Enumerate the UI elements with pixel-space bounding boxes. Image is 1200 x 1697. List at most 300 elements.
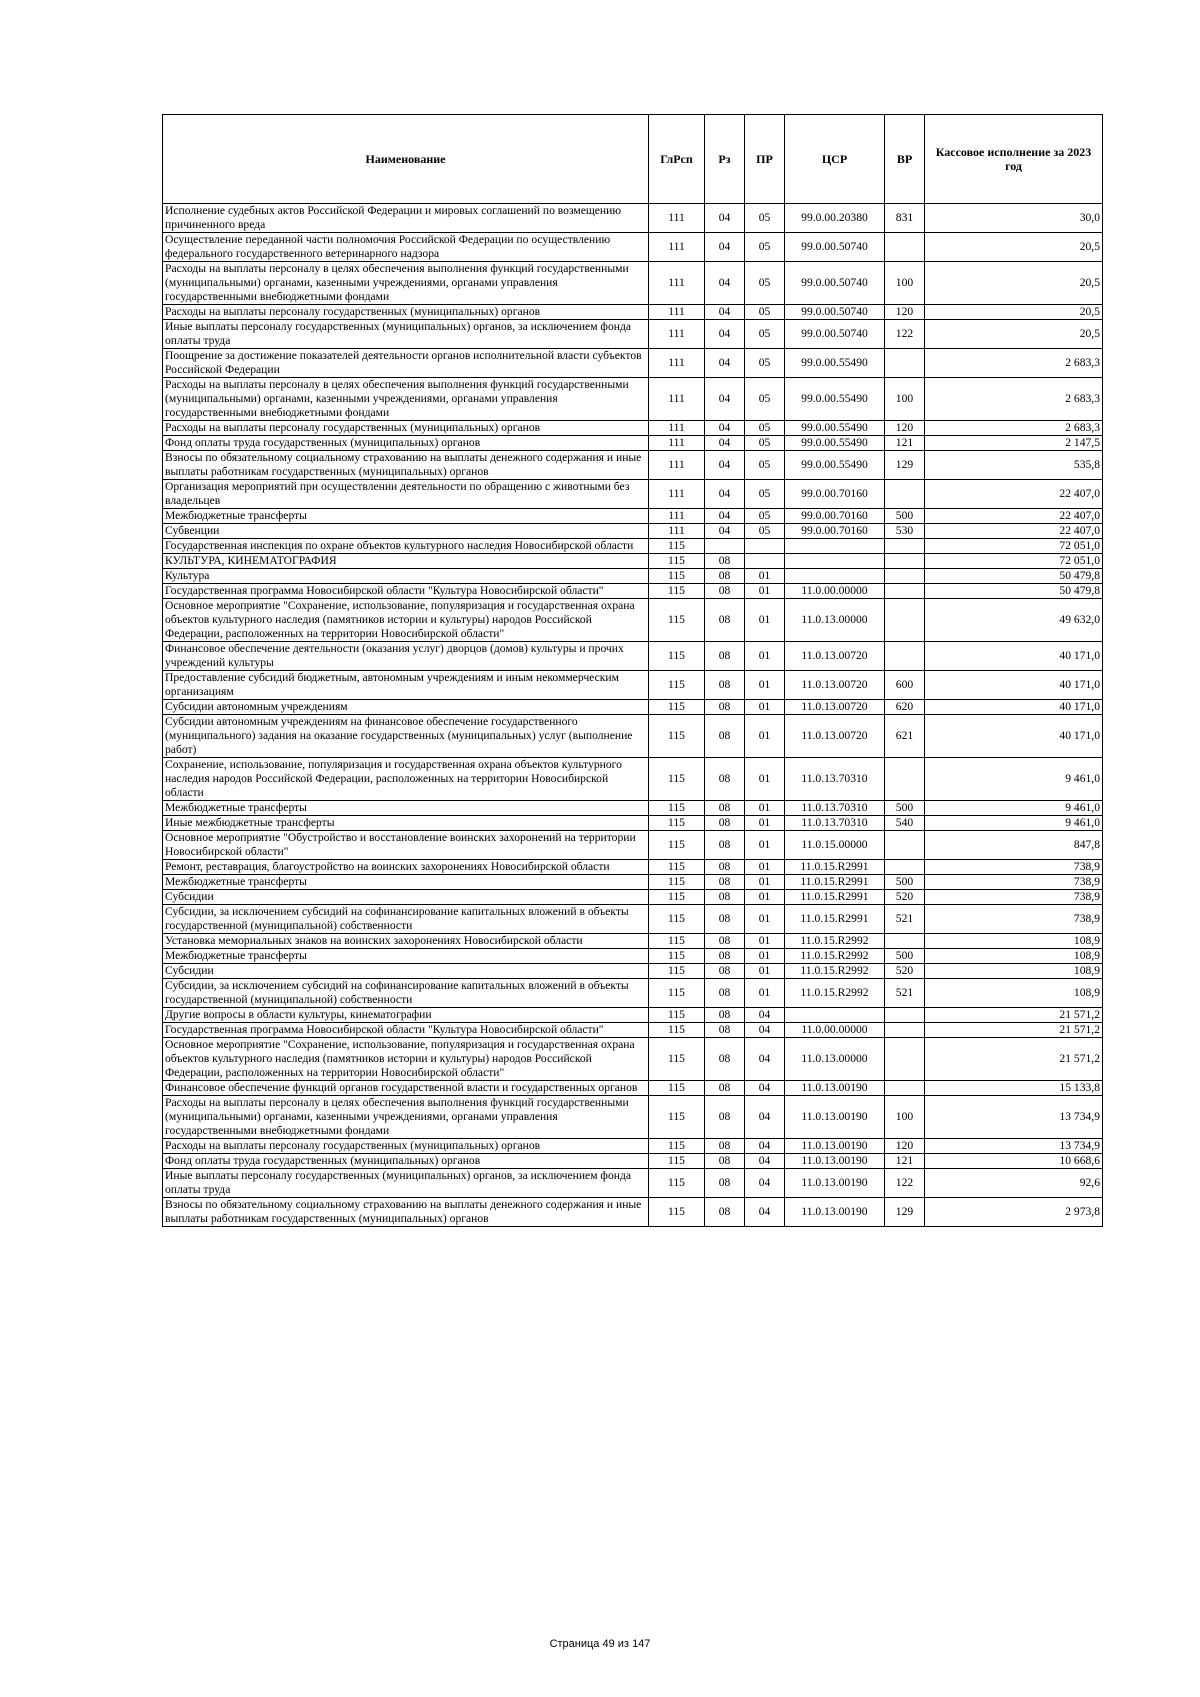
cell-amount: 40 171,0 xyxy=(925,700,1103,715)
cell-rz: 08 xyxy=(705,1169,745,1198)
cell-name: Расходы на выплаты персоналу в целях обеспечения выполнения функций государственными (муниципальными) органами, казенными учреждениями, органами управления государственными внебюджетными фондами xyxy=(163,262,649,305)
cell-amount: 20,5 xyxy=(925,320,1103,349)
cell-amount: 72 051,0 xyxy=(925,554,1103,569)
cell-vr: 831 xyxy=(885,204,925,233)
cell-rz: 08 xyxy=(705,934,745,949)
cell-name: КУЛЬТУРА, КИНЕМАТОГРАФИЯ xyxy=(163,554,649,569)
cell-vr: 100 xyxy=(885,378,925,421)
cell-pr xyxy=(745,554,785,569)
page-number: 49 xyxy=(602,1638,615,1650)
table-row xyxy=(163,934,1103,949)
cell-glrsp: 115 xyxy=(649,1081,705,1096)
header-vr: ВР xyxy=(885,115,925,204)
cell-rz: 08 xyxy=(705,1038,745,1081)
cell-csr: 99.0.00.20380 xyxy=(785,204,885,233)
cell-csr: 11.0.15.R2992 xyxy=(785,949,885,964)
cell-amount: 108,9 xyxy=(925,934,1103,949)
table-row xyxy=(163,421,1103,436)
cell-csr: 11.0.13.00190 xyxy=(785,1096,885,1139)
table-row xyxy=(163,890,1103,905)
cell-pr: 04 xyxy=(745,1198,785,1227)
cell-glrsp: 115 xyxy=(649,875,705,890)
cell-vr: 100 xyxy=(885,262,925,305)
table-row xyxy=(163,233,1103,262)
cell-glrsp: 111 xyxy=(649,421,705,436)
cell-pr: 05 xyxy=(745,524,785,539)
cell-csr: 11.0.13.70310 xyxy=(785,801,885,816)
cell-amount: 738,9 xyxy=(925,905,1103,934)
cell-rz: 08 xyxy=(705,801,745,816)
cell-rz: 04 xyxy=(705,204,745,233)
cell-glrsp: 115 xyxy=(649,1154,705,1169)
cell-vr: 530 xyxy=(885,524,925,539)
cell-pr: 04 xyxy=(745,1096,785,1139)
table-body xyxy=(163,204,1103,1227)
page-label: Страница xyxy=(549,1638,600,1650)
cell-csr: 11.0.13.00190 xyxy=(785,1081,885,1096)
cell-pr: 05 xyxy=(745,349,785,378)
cell-amount: 108,9 xyxy=(925,964,1103,979)
cell-amount: 22 407,0 xyxy=(925,524,1103,539)
cell-glrsp: 115 xyxy=(649,599,705,642)
cell-name: Культура xyxy=(163,569,649,584)
cell-amount: 21 571,2 xyxy=(925,1038,1103,1081)
cell-amount: 15 133,8 xyxy=(925,1081,1103,1096)
cell-csr: 99.0.00.50740 xyxy=(785,320,885,349)
cell-glrsp: 111 xyxy=(649,204,705,233)
cell-glrsp: 115 xyxy=(649,569,705,584)
header-rz: Рз xyxy=(705,115,745,204)
cell-name: Установка мемориальных знаков на воинских захоронениях Новосибирской области xyxy=(163,934,649,949)
cell-pr: 01 xyxy=(745,715,785,758)
cell-rz: 04 xyxy=(705,480,745,509)
cell-amount: 20,5 xyxy=(925,262,1103,305)
cell-pr: 05 xyxy=(745,451,785,480)
cell-rz: 08 xyxy=(705,1081,745,1096)
cell-amount: 9 461,0 xyxy=(925,758,1103,801)
cell-vr: 120 xyxy=(885,305,925,320)
cell-name: Расходы на выплаты персоналу государственных (муниципальных) органов xyxy=(163,305,649,320)
table-row xyxy=(163,801,1103,816)
cell-rz: 08 xyxy=(705,816,745,831)
cell-glrsp: 111 xyxy=(649,436,705,451)
cell-pr: 01 xyxy=(745,584,785,599)
cell-name: Предоставление субсидий бюджетным, автономным учреждениям и иным некоммерческим организациям xyxy=(163,671,649,700)
cell-glrsp: 115 xyxy=(649,700,705,715)
cell-csr: 11.0.15.00000 xyxy=(785,831,885,860)
table-row xyxy=(163,831,1103,860)
cell-pr: 05 xyxy=(745,480,785,509)
cell-name: Расходы на выплаты персоналу в целях обеспечения выполнения функций государственными (муниципальными) органами, казенными учреждениями, органами управления государственными внебюджетными фондами xyxy=(163,378,649,421)
table-row xyxy=(163,816,1103,831)
cell-glrsp: 115 xyxy=(649,584,705,599)
cell-name: Осуществление переданной части полномочия Российской Федерации по осуществлению федерального государственного ветеринарного надзора xyxy=(163,233,649,262)
cell-vr xyxy=(885,831,925,860)
table-row xyxy=(163,320,1103,349)
cell-glrsp: 115 xyxy=(649,642,705,671)
cell-pr: 05 xyxy=(745,233,785,262)
cell-name: Субвенции xyxy=(163,524,649,539)
cell-pr: 05 xyxy=(745,509,785,524)
table-row xyxy=(163,1169,1103,1198)
cell-glrsp: 115 xyxy=(649,964,705,979)
cell-csr: 99.0.00.55490 xyxy=(785,421,885,436)
cell-amount: 2 683,3 xyxy=(925,421,1103,436)
cell-csr: 11.0.13.00720 xyxy=(785,715,885,758)
cell-rz: 08 xyxy=(705,584,745,599)
cell-vr: 129 xyxy=(885,1198,925,1227)
table-row xyxy=(163,262,1103,305)
cell-amount: 13 734,9 xyxy=(925,1139,1103,1154)
cell-csr: 99.0.00.70160 xyxy=(785,480,885,509)
cell-csr: 11.0.13.00000 xyxy=(785,1038,885,1081)
cell-rz: 08 xyxy=(705,642,745,671)
table-row xyxy=(163,569,1103,584)
cell-name: Финансовое обеспечение деятельности (оказания услуг) дворцов (домов) культуры и прочих учреждений культуры xyxy=(163,642,649,671)
table-row xyxy=(163,1023,1103,1038)
cell-csr xyxy=(785,569,885,584)
cell-amount: 49 632,0 xyxy=(925,599,1103,642)
cell-amount: 2 147,5 xyxy=(925,436,1103,451)
cell-pr: 04 xyxy=(745,1023,785,1038)
cell-amount: 20,5 xyxy=(925,233,1103,262)
cell-pr: 01 xyxy=(745,831,785,860)
cell-name: Фонд оплаты труда государственных (муниципальных) органов xyxy=(163,436,649,451)
cell-csr: 99.0.00.50740 xyxy=(785,262,885,305)
cell-name: Иные выплаты персоналу государственных (муниципальных) органов, за исключением фонда оплаты труда xyxy=(163,1169,649,1198)
cell-name: Другие вопросы в области культуры, кинематографии xyxy=(163,1008,649,1023)
cell-csr xyxy=(785,539,885,554)
cell-name: Расходы на выплаты персоналу государственных (муниципальных) органов xyxy=(163,1139,649,1154)
cell-amount: 40 171,0 xyxy=(925,642,1103,671)
cell-pr: 01 xyxy=(745,816,785,831)
cell-vr: 540 xyxy=(885,816,925,831)
table-row xyxy=(163,451,1103,480)
cell-amount: 20,5 xyxy=(925,305,1103,320)
cell-vr: 600 xyxy=(885,671,925,700)
cell-name: Основное мероприятие "Сохранение, использование, популяризация и государственная охрана объектов культурного наследия (памятников истории и культуры) народов Российской Федерации, расположенных на территории Новосибирской области" xyxy=(163,599,649,642)
table-row xyxy=(163,436,1103,451)
cell-amount: 738,9 xyxy=(925,860,1103,875)
cell-rz: 08 xyxy=(705,1139,745,1154)
cell-glrsp: 111 xyxy=(649,524,705,539)
cell-vr: 122 xyxy=(885,320,925,349)
cell-pr: 04 xyxy=(745,1081,785,1096)
table-row xyxy=(163,1198,1103,1227)
cell-vr xyxy=(885,1081,925,1096)
cell-glrsp: 115 xyxy=(649,905,705,934)
cell-amount: 535,8 xyxy=(925,451,1103,480)
cell-vr: 121 xyxy=(885,1154,925,1169)
cell-amount: 92,6 xyxy=(925,1169,1103,1198)
header-glrsp: ГлРсп xyxy=(649,115,705,204)
cell-glrsp: 115 xyxy=(649,860,705,875)
cell-amount: 108,9 xyxy=(925,979,1103,1008)
cell-name: Межбюджетные трансферты xyxy=(163,949,649,964)
cell-rz: 08 xyxy=(705,758,745,801)
cell-rz: 08 xyxy=(705,860,745,875)
cell-amount: 30,0 xyxy=(925,204,1103,233)
cell-rz: 08 xyxy=(705,1008,745,1023)
table-row xyxy=(163,1096,1103,1139)
table-row xyxy=(163,204,1103,233)
cell-amount: 22 407,0 xyxy=(925,509,1103,524)
cell-rz: 08 xyxy=(705,569,745,584)
cell-csr: 11.0.15.R2991 xyxy=(785,890,885,905)
cell-name: Государственная программа Новосибирской области "Культура Новосибирской области" xyxy=(163,1023,649,1038)
cell-glrsp: 115 xyxy=(649,934,705,949)
cell-amount: 22 407,0 xyxy=(925,480,1103,509)
cell-vr xyxy=(885,584,925,599)
cell-name: Поощрение за достижение показателей деятельности органов исполнительной власти субъектов Российской Федерации xyxy=(163,349,649,378)
cell-csr: 11.0.13.00190 xyxy=(785,1139,885,1154)
cell-vr xyxy=(885,233,925,262)
cell-name: Основное мероприятие "Обустройство и восстановление воинских захоронений на территории Новосибирской области" xyxy=(163,831,649,860)
cell-pr: 01 xyxy=(745,599,785,642)
cell-pr: 01 xyxy=(745,569,785,584)
table-row xyxy=(163,964,1103,979)
cell-pr: 01 xyxy=(745,860,785,875)
cell-pr: 05 xyxy=(745,320,785,349)
cell-glrsp: 111 xyxy=(649,305,705,320)
cell-csr: 11.0.13.00190 xyxy=(785,1154,885,1169)
cell-vr xyxy=(885,599,925,642)
cell-pr: 05 xyxy=(745,436,785,451)
cell-pr: 05 xyxy=(745,204,785,233)
cell-vr: 500 xyxy=(885,801,925,816)
cell-glrsp: 111 xyxy=(649,262,705,305)
cell-glrsp: 115 xyxy=(649,816,705,831)
cell-csr: 11.0.15.R2991 xyxy=(785,875,885,890)
cell-vr xyxy=(885,758,925,801)
cell-rz: 04 xyxy=(705,320,745,349)
cell-rz: 04 xyxy=(705,378,745,421)
table-row xyxy=(163,949,1103,964)
cell-rz: 08 xyxy=(705,979,745,1008)
cell-amount: 50 479,8 xyxy=(925,584,1103,599)
cell-amount: 21 571,2 xyxy=(925,1023,1103,1038)
cell-pr: 01 xyxy=(745,875,785,890)
cell-amount: 847,8 xyxy=(925,831,1103,860)
cell-glrsp: 111 xyxy=(649,378,705,421)
cell-name: Межбюджетные трансферты xyxy=(163,875,649,890)
cell-pr: 01 xyxy=(745,801,785,816)
cell-rz: 08 xyxy=(705,554,745,569)
cell-name: Государственная программа Новосибирской области "Культура Новосибирской области" xyxy=(163,584,649,599)
cell-vr xyxy=(885,349,925,378)
cell-name: Государственная инспекция по охране объектов культурного наследия Новосибирской области xyxy=(163,539,649,554)
cell-pr: 04 xyxy=(745,1139,785,1154)
cell-glrsp: 111 xyxy=(649,349,705,378)
cell-name: Субсидии, за исключением субсидий на софинансирование капитальных вложений в объекты государственной (муниципальной) собственности xyxy=(163,905,649,934)
cell-glrsp: 111 xyxy=(649,233,705,262)
cell-name: Межбюджетные трансферты xyxy=(163,801,649,816)
header-csr: ЦСР xyxy=(785,115,885,204)
table-row xyxy=(163,1081,1103,1096)
cell-amount: 40 171,0 xyxy=(925,671,1103,700)
cell-rz: 04 xyxy=(705,421,745,436)
cell-glrsp: 111 xyxy=(649,451,705,480)
cell-pr: 04 xyxy=(745,1008,785,1023)
table-row xyxy=(163,378,1103,421)
cell-pr: 04 xyxy=(745,1169,785,1198)
cell-vr xyxy=(885,1038,925,1081)
cell-rz: 08 xyxy=(705,599,745,642)
cell-vr: 620 xyxy=(885,700,925,715)
cell-glrsp: 115 xyxy=(649,1096,705,1139)
cell-csr: 11.0.00.00000 xyxy=(785,584,885,599)
cell-csr: 99.0.00.50740 xyxy=(785,305,885,320)
cell-name: Субсидии, за исключением субсидий на софинансирование капитальных вложений в объекты государственной (муниципальной) собственности xyxy=(163,979,649,1008)
cell-name: Субсидии автономным учреждениям на финансовое обеспечение государственного (муниципального) задания на оказание государственных (муниципальных) услуг (выполнение работ) xyxy=(163,715,649,758)
cell-glrsp: 115 xyxy=(649,1023,705,1038)
table-row xyxy=(163,875,1103,890)
cell-name: Взносы по обязательному социальному страхованию на выплаты денежного содержания и иные выплаты работникам государственных (муниципальных) органов xyxy=(163,451,649,480)
cell-glrsp: 115 xyxy=(649,1008,705,1023)
cell-glrsp: 115 xyxy=(649,890,705,905)
table-row xyxy=(163,305,1103,320)
page-of-label: из xyxy=(617,1638,629,1650)
cell-rz: 08 xyxy=(705,1096,745,1139)
cell-rz: 08 xyxy=(705,1154,745,1169)
cell-name: Организация мероприятий при осуществлении деятельности по обращению с животными без владельцев xyxy=(163,480,649,509)
cell-csr: 11.0.13.00190 xyxy=(785,1198,885,1227)
cell-csr: 99.0.00.50740 xyxy=(785,233,885,262)
cell-name: Иные межбюджетные трансферты xyxy=(163,816,649,831)
budget-execution-table xyxy=(162,114,1103,1227)
table-row xyxy=(163,599,1103,642)
cell-rz: 08 xyxy=(705,1198,745,1227)
cell-pr: 01 xyxy=(745,671,785,700)
cell-vr: 520 xyxy=(885,890,925,905)
cell-rz: 08 xyxy=(705,700,745,715)
cell-name: Исполнение судебных актов Российской Федерации и мировых соглашений по возмещению причиненного вреда xyxy=(163,204,649,233)
cell-amount: 21 571,2 xyxy=(925,1008,1103,1023)
table-row xyxy=(163,671,1103,700)
cell-pr: 01 xyxy=(745,949,785,964)
cell-vr xyxy=(885,1008,925,1023)
cell-csr: 11.0.13.00190 xyxy=(785,1169,885,1198)
cell-rz: 08 xyxy=(705,964,745,979)
cell-csr: 11.0.00.00000 xyxy=(785,1023,885,1038)
cell-vr xyxy=(885,1023,925,1038)
cell-amount: 2 973,8 xyxy=(925,1198,1103,1227)
cell-vr: 520 xyxy=(885,964,925,979)
cell-rz: 04 xyxy=(705,524,745,539)
cell-amount: 10 668,6 xyxy=(925,1154,1103,1169)
cell-amount: 40 171,0 xyxy=(925,715,1103,758)
cell-glrsp: 115 xyxy=(649,1169,705,1198)
cell-vr xyxy=(885,480,925,509)
cell-vr: 500 xyxy=(885,949,925,964)
cell-vr: 121 xyxy=(885,436,925,451)
cell-pr: 01 xyxy=(745,700,785,715)
cell-amount: 108,9 xyxy=(925,949,1103,964)
cell-csr: 11.0.15.R2991 xyxy=(785,905,885,934)
cell-rz: 08 xyxy=(705,1023,745,1038)
cell-vr: 122 xyxy=(885,1169,925,1198)
cell-csr xyxy=(785,554,885,569)
header-pr: ПР xyxy=(745,115,785,204)
cell-vr xyxy=(885,642,925,671)
cell-name: Основное мероприятие "Сохранение, использование, популяризация и государственная охрана объектов культурного наследия (памятников истории и культуры) народов Российской Федерации, расположенных на территории Новосибирской области" xyxy=(163,1038,649,1081)
cell-vr: 500 xyxy=(885,875,925,890)
cell-name: Субсидии автономным учреждениям xyxy=(163,700,649,715)
cell-pr: 05 xyxy=(745,262,785,305)
table-row xyxy=(163,642,1103,671)
table-row xyxy=(163,758,1103,801)
cell-glrsp: 115 xyxy=(649,554,705,569)
cell-glrsp: 115 xyxy=(649,539,705,554)
table-row xyxy=(163,1139,1103,1154)
cell-amount: 9 461,0 xyxy=(925,816,1103,831)
cell-amount: 738,9 xyxy=(925,890,1103,905)
cell-amount: 13 734,9 xyxy=(925,1096,1103,1139)
cell-csr: 11.0.13.00720 xyxy=(785,642,885,671)
header-amount: Кассовое исполнение за 2023 год xyxy=(925,115,1103,204)
cell-glrsp: 111 xyxy=(649,480,705,509)
cell-name: Сохранение, использование, популяризация и государственная охрана объектов культурного наследия народов Российской Федерации, расположенных на территории Новосибирской области xyxy=(163,758,649,801)
cell-pr: 01 xyxy=(745,642,785,671)
cell-rz: 04 xyxy=(705,262,745,305)
cell-rz: 08 xyxy=(705,949,745,964)
cell-rz: 04 xyxy=(705,349,745,378)
cell-pr xyxy=(745,539,785,554)
cell-pr: 04 xyxy=(745,1038,785,1081)
cell-amount: 72 051,0 xyxy=(925,539,1103,554)
cell-name: Финансовое обеспечение функций органов государственной власти и государственных органов xyxy=(163,1081,649,1096)
table-row xyxy=(163,979,1103,1008)
cell-rz: 04 xyxy=(705,305,745,320)
cell-vr: 621 xyxy=(885,715,925,758)
cell-csr: 11.0.15.R2992 xyxy=(785,964,885,979)
cell-csr: 11.0.15.R2992 xyxy=(785,979,885,1008)
cell-rz: 08 xyxy=(705,715,745,758)
table-row xyxy=(163,860,1103,875)
table-row xyxy=(163,1038,1103,1081)
cell-csr: 99.0.00.55490 xyxy=(785,451,885,480)
cell-vr xyxy=(885,934,925,949)
table-row xyxy=(163,584,1103,599)
cell-csr xyxy=(785,1008,885,1023)
cell-rz: 04 xyxy=(705,436,745,451)
cell-rz: 08 xyxy=(705,890,745,905)
cell-pr: 01 xyxy=(745,979,785,1008)
cell-rz: 08 xyxy=(705,671,745,700)
cell-pr: 05 xyxy=(745,421,785,436)
cell-csr: 99.0.00.70160 xyxy=(785,524,885,539)
cell-pr: 05 xyxy=(745,305,785,320)
cell-csr: 99.0.00.70160 xyxy=(785,509,885,524)
cell-name: Субсидии xyxy=(163,964,649,979)
cell-csr: 99.0.00.55490 xyxy=(785,378,885,421)
cell-csr: 11.0.13.00720 xyxy=(785,671,885,700)
cell-rz: 08 xyxy=(705,831,745,860)
cell-vr xyxy=(885,539,925,554)
cell-vr: 129 xyxy=(885,451,925,480)
cell-pr: 01 xyxy=(745,934,785,949)
cell-csr: 11.0.13.00720 xyxy=(785,700,885,715)
cell-vr: 521 xyxy=(885,979,925,1008)
cell-glrsp: 115 xyxy=(649,831,705,860)
cell-pr: 01 xyxy=(745,890,785,905)
table-row xyxy=(163,349,1103,378)
page-footer xyxy=(0,1638,1200,1650)
table-row xyxy=(163,509,1103,524)
table-row xyxy=(163,700,1103,715)
cell-amount: 50 479,8 xyxy=(925,569,1103,584)
cell-csr: 11.0.15.R2992 xyxy=(785,934,885,949)
